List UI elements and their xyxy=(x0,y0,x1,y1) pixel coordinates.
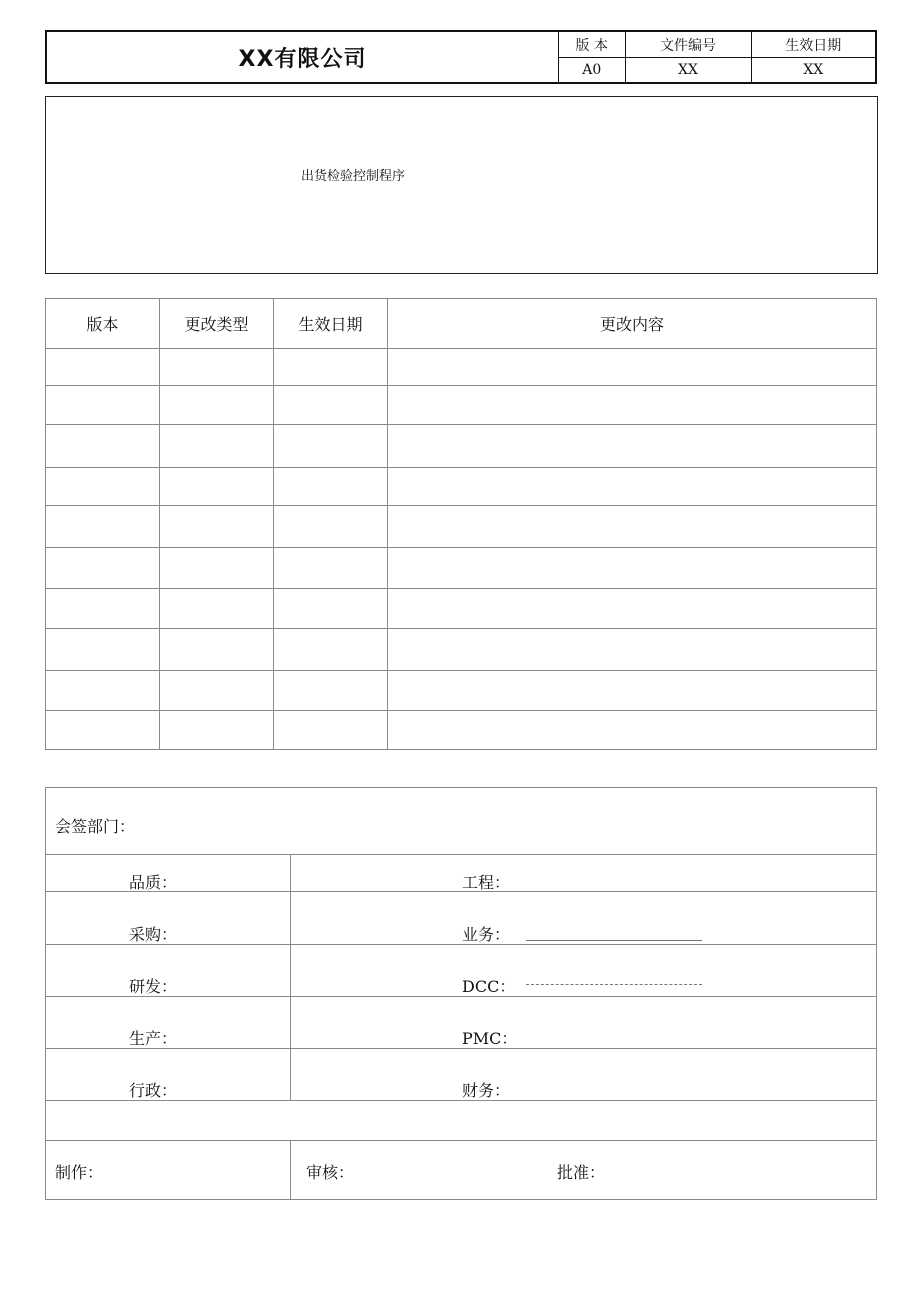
column-divider xyxy=(290,1140,291,1200)
header-info-grid xyxy=(558,32,875,82)
table-row xyxy=(46,711,877,750)
table-cell xyxy=(46,349,160,386)
table-cell xyxy=(160,629,274,671)
dept-production: 生产： xyxy=(129,1029,178,1048)
doc-number-label: 文件编号 xyxy=(625,32,751,58)
title-box xyxy=(45,96,878,274)
table-cell xyxy=(274,589,388,629)
reviewed-by-label: 审核： xyxy=(306,1163,355,1182)
dept-sales: 业务： xyxy=(462,925,511,944)
col-change-content: 更改内容 xyxy=(388,299,877,349)
dept-finance: 财务： xyxy=(462,1081,511,1100)
table-cell xyxy=(46,506,160,548)
col-change-type: 更改类型 xyxy=(160,299,274,349)
dept-rd: 研发： xyxy=(129,977,178,996)
table-row xyxy=(46,425,877,468)
signature-line xyxy=(526,984,702,985)
table-cell xyxy=(274,425,388,468)
table-cell xyxy=(160,506,274,548)
countersign-label: 会签部门： xyxy=(55,817,136,836)
dept-engineering: 工程： xyxy=(462,873,511,892)
dept-dcc: DCC： xyxy=(462,977,516,996)
signoff-section xyxy=(45,787,877,1200)
document-header xyxy=(45,30,877,84)
revision-table-header xyxy=(46,299,877,349)
table-cell xyxy=(274,386,388,425)
table-cell xyxy=(160,711,274,750)
table-cell xyxy=(46,386,160,425)
table-cell xyxy=(274,506,388,548)
table-cell xyxy=(46,589,160,629)
table-cell xyxy=(274,629,388,671)
table-cell xyxy=(46,711,160,750)
column-divider xyxy=(290,854,291,1100)
dept-admin: 行政： xyxy=(129,1081,178,1100)
table-cell xyxy=(160,468,274,506)
table-cell xyxy=(388,671,877,711)
table-cell xyxy=(46,468,160,506)
table-cell xyxy=(388,386,877,425)
table-cell xyxy=(388,506,877,548)
table-cell xyxy=(160,548,274,589)
table-cell xyxy=(46,548,160,589)
table-cell xyxy=(46,425,160,468)
table-cell xyxy=(160,589,274,629)
dept-quality: 品质： xyxy=(129,873,178,892)
table-cell xyxy=(160,349,274,386)
approved-by-label: 批准： xyxy=(557,1163,606,1182)
table-cell xyxy=(160,386,274,425)
table-row xyxy=(46,589,877,629)
table-cell xyxy=(274,671,388,711)
table-cell xyxy=(388,711,877,750)
version-label: 版 本 xyxy=(559,32,625,58)
table-row xyxy=(46,629,877,671)
table-cell xyxy=(274,349,388,386)
table-cell xyxy=(388,629,877,671)
dept-purchasing: 采购： xyxy=(129,925,178,944)
divider xyxy=(46,1140,876,1141)
table-row xyxy=(46,506,877,548)
doc-number-value: XX xyxy=(625,58,751,83)
revision-table xyxy=(45,298,877,750)
table-cell xyxy=(274,711,388,750)
table-row xyxy=(46,349,877,386)
table-cell xyxy=(388,425,877,468)
table-row xyxy=(46,468,877,506)
table-cell xyxy=(388,548,877,589)
table-row xyxy=(46,671,877,711)
version-value: A0 xyxy=(559,58,625,83)
table-row xyxy=(46,548,877,589)
signature-line xyxy=(526,940,702,941)
table-cell xyxy=(46,671,160,711)
table-cell xyxy=(160,425,274,468)
dept-pmc: PMC： xyxy=(462,1029,518,1048)
effective-date-value: XX xyxy=(751,58,875,83)
col-version: 版本 xyxy=(46,299,160,349)
table-cell xyxy=(160,671,274,711)
table-cell xyxy=(388,349,877,386)
table-cell xyxy=(46,629,160,671)
table-cell xyxy=(274,548,388,589)
effective-date-label: 生效日期 xyxy=(751,32,875,58)
divider xyxy=(46,854,876,855)
prepared-by-label: 制作： xyxy=(55,1163,104,1182)
table-cell xyxy=(388,468,877,506)
document-title: 出货检验控制程序 xyxy=(301,169,406,184)
table-row xyxy=(46,386,877,425)
table-cell xyxy=(274,468,388,506)
col-effective-date: 生效日期 xyxy=(274,299,388,349)
company-name: XX有限公司 xyxy=(238,46,367,72)
table-cell xyxy=(388,589,877,629)
